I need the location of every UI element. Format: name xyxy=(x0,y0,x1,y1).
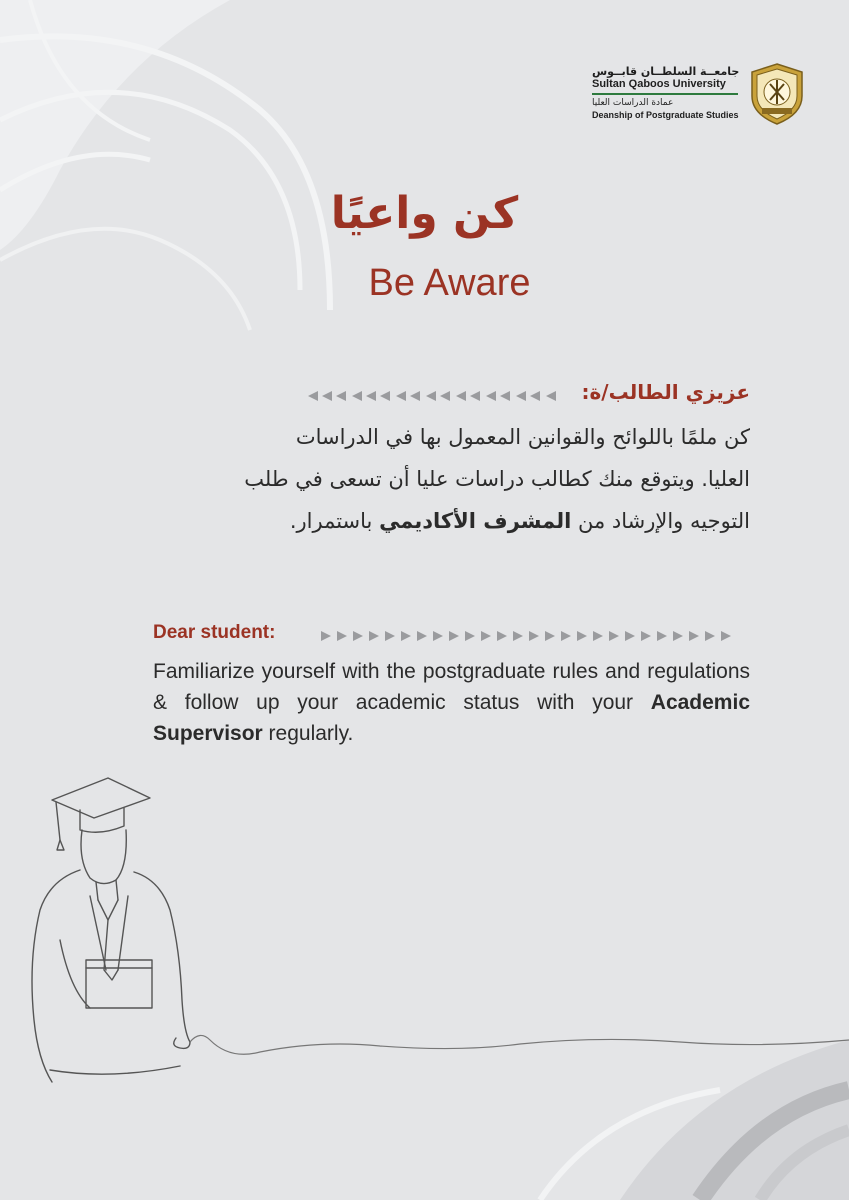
logo-arabic-university: جامعــة السلطــان قابــوس xyxy=(592,65,740,78)
english-greeting: Dear student: xyxy=(153,622,276,643)
logo-english-university: Sultan Qaboos University xyxy=(592,78,726,90)
arabic-body-text: باستمرار. xyxy=(289,509,380,533)
logo-text xyxy=(592,66,742,121)
arabic-body-text: التوجيه والإرشاد من xyxy=(571,509,750,533)
arabic-body-line: العليا. ويتوقع منك كطالب دراسات عليا أن تسعى في طلب xyxy=(244,467,750,491)
english-supervisor-emphasis: Academic Supervisor xyxy=(153,691,750,745)
english-body xyxy=(153,656,750,749)
english-body-text: regularly. xyxy=(262,722,354,745)
logo-divider xyxy=(592,93,738,95)
arabic-body xyxy=(152,416,750,542)
arabic-supervisor-emphasis: المشرف الأكاديمي xyxy=(379,509,572,533)
arabic-notice xyxy=(152,380,750,542)
arrow-decoration-icon xyxy=(321,629,741,643)
page-title-english: Be Aware xyxy=(368,262,531,304)
logo-arabic-deanship: عمادة الدراسات العليا xyxy=(592,98,674,108)
arabic-body-line: كن ملمًا باللوائح والقوانين المعمول بها في الدراسات xyxy=(295,425,750,449)
arabic-greeting: عزيزي الطالب/ة: xyxy=(581,380,750,404)
logo-english-deanship: Deanship of Postgraduate Studies xyxy=(592,110,739,120)
university-crest-icon xyxy=(748,62,806,126)
signature-line-decoration xyxy=(0,1000,849,1080)
english-body-text: Familiarize yourself with the postgraduate rules and regulations & follow up your academic status with your xyxy=(153,660,750,714)
page-title-arabic: كن واعيًا xyxy=(330,188,519,239)
university-logo xyxy=(592,62,806,126)
arrow-decoration-icon xyxy=(308,389,568,403)
english-notice xyxy=(153,622,750,749)
arabic-body-line xyxy=(152,500,750,542)
